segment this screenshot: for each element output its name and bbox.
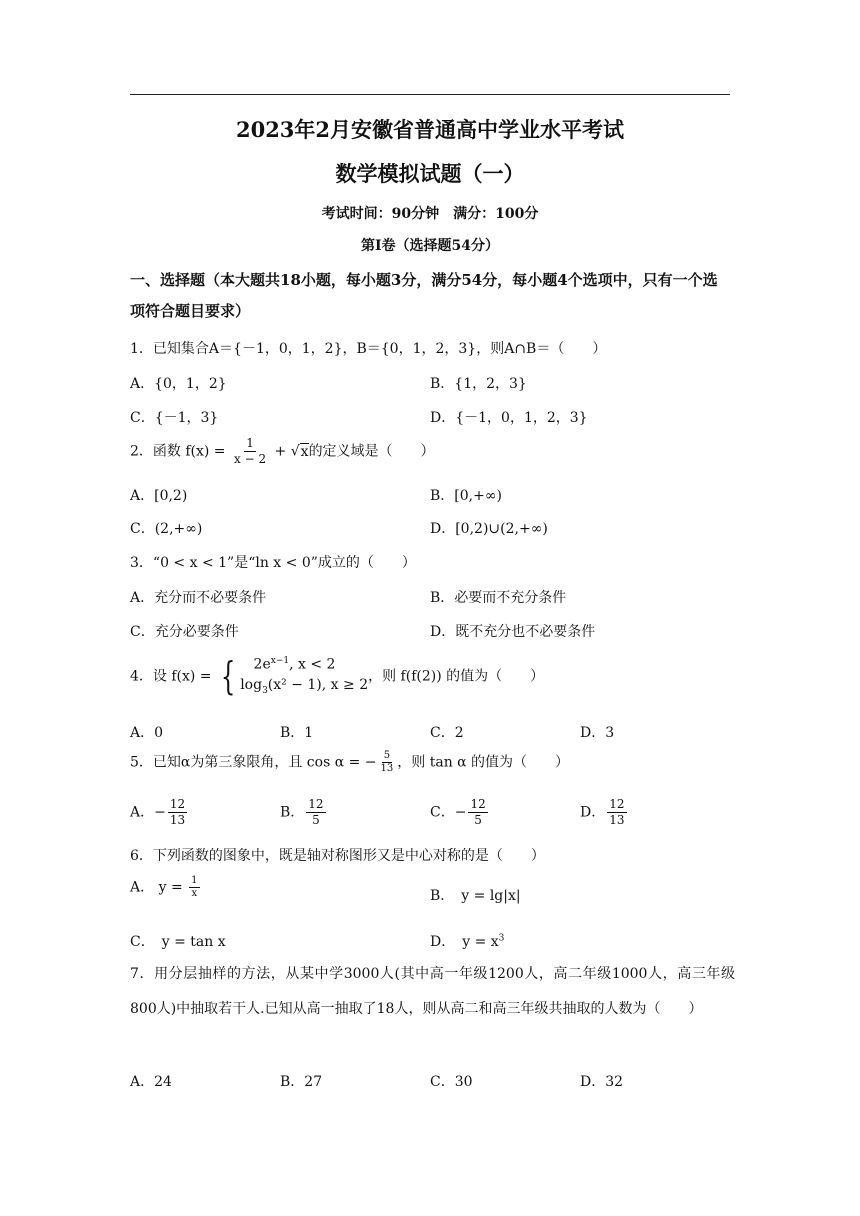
- q5-b-num: 12: [308, 797, 324, 811]
- q4-case2-base: 3: [262, 685, 268, 696]
- q5-c-den: 5: [474, 813, 482, 827]
- q2-frac-num: 1: [246, 436, 254, 450]
- q2-stem: 2．函数 f(x) =: [130, 443, 230, 460]
- q4-option-d: D．3: [580, 725, 615, 741]
- q4-option-c: C．2: [430, 725, 464, 741]
- q6-a-fraction: [189, 875, 199, 900]
- q2-option-d: D．[0,2)∪(2,+∞): [430, 521, 548, 537]
- q3-option-c: C．充分必要条件: [130, 624, 239, 640]
- q4-cases: [240, 651, 368, 700]
- q5-d-num: 12: [609, 797, 625, 811]
- q7-option-c: C．30: [430, 1074, 473, 1090]
- q3-option-d: D．既不充分也不必要条件: [430, 624, 596, 640]
- q5-option-d: [580, 797, 629, 828]
- q6-a-num: 1: [191, 875, 198, 886]
- q2-frac-den: x − 2: [234, 452, 267, 466]
- q5-a-num: 12: [169, 797, 186, 811]
- q6-a-label: A．: [130, 879, 155, 896]
- q2-option-b: B．[0,+∞): [430, 488, 502, 504]
- q3-option-a: A．充分而不必要条件: [130, 590, 267, 606]
- q7-option-b: B．27: [280, 1074, 323, 1090]
- q2-plus: +: [270, 443, 291, 460]
- q2-sqrt-arg: x: [300, 443, 309, 460]
- q4-stem: 4．设 f(x) =: [130, 668, 216, 685]
- q1-ask: 则A∩B＝（ ）: [490, 341, 607, 357]
- q1-option-b: B．{1，2，3}: [430, 376, 527, 392]
- q5-c-sign: −: [454, 804, 467, 821]
- q3-option-b: B．必要而不充分条件: [430, 590, 567, 606]
- q5-frac-num: 5: [383, 750, 391, 761]
- q1-option-a: A．{0，1，2}: [130, 376, 227, 392]
- q5-fraction: [379, 750, 396, 775]
- q1-option-d: D．{－1，0，1，2，3}: [430, 410, 588, 426]
- question-3: 3．“0 < x < 1”是“ln x < 0”成立的（ ）: [130, 555, 416, 571]
- q5-d-label: D．: [580, 804, 606, 821]
- part-heading: 第Ⅰ卷（选择题54分）: [360, 238, 500, 254]
- q6-option-a: [130, 875, 202, 900]
- q5-a-fraction: [168, 797, 187, 828]
- q5-a-label: A．: [130, 804, 155, 821]
- q1-set-a: A＝{－1，0，1，2}，: [208, 341, 357, 357]
- top-rule: [130, 94, 730, 95]
- q5-a-sign: −: [154, 804, 166, 821]
- q5-a-den: 13: [169, 813, 186, 827]
- q5-frac-den: 13: [380, 763, 394, 774]
- q6-a-expr: y =: [158, 879, 188, 896]
- q6-option-b: B． y = lg|x|: [430, 888, 521, 904]
- question-4: [130, 651, 544, 700]
- q6-d-expr: D． y = x: [430, 934, 499, 950]
- q4-case-2: [240, 675, 368, 701]
- question-6: 6．下列函数的图象中，既是轴对称图形又是中心对称的是（ ）: [130, 848, 545, 864]
- q5-c-label: C．: [430, 804, 455, 821]
- section-heading: 一、选择题（本大题共18小题，每小题3分，满分54分，每小题4个选项中，只有一个选项符合题目要求）: [130, 271, 718, 320]
- exam-title: 2023年2月安徽省普通高中学业水平考试: [235, 117, 625, 142]
- exam-info: 考试时间：90分钟 满分：100分: [321, 206, 539, 222]
- q6-a-den: x: [191, 888, 198, 899]
- q6-option-c: C． y = tan x: [130, 934, 226, 950]
- q5-b-label: B．: [280, 804, 305, 821]
- q2-option-a: A．[0,2): [130, 488, 188, 504]
- q5-stem: 5．已知α为第三象限角，且 cos α = −: [130, 754, 377, 771]
- q4-case2-arg: (x² − 1), x ≥ 2: [267, 676, 369, 693]
- q1-set-b: B＝{0，1，2，3}，: [356, 341, 491, 357]
- q4-case1-exp: x−1: [270, 656, 290, 666]
- q5-b-fraction: [306, 797, 325, 828]
- question-5: [130, 750, 569, 775]
- q1-stem: 1．已知集合: [130, 341, 209, 357]
- q4-case2-log: log: [240, 676, 263, 693]
- q4-piecewise: [216, 651, 368, 700]
- q5-option-b: [280, 797, 328, 828]
- q6-d-exp: 3: [498, 933, 505, 944]
- q4-option-a: A．0: [130, 725, 164, 741]
- q5-c-num: 12: [470, 797, 486, 811]
- q1-option-c: C．{－1，3}: [130, 410, 219, 426]
- q4-ask: ，则 f(f(2)) 的值为（ ）: [368, 668, 545, 685]
- q7-option-d: D．32: [580, 1074, 624, 1090]
- q5-option-c: [430, 797, 490, 828]
- question-2: [130, 436, 435, 467]
- q5-c-fraction: [468, 797, 487, 828]
- q2-sqrt-symbol: √: [290, 443, 300, 460]
- question-1: [130, 338, 606, 358]
- question-7: 7．用分层抽样的方法，从某中学3000人(其中高一年级1200人，高二年级1000人，高三年级800人)中抽取若干人.已知从高一抽取了18人，则从高二和高三年级共抽取的人数为（ ）: [130, 966, 735, 1017]
- q7-option-a: A．24: [130, 1074, 172, 1090]
- q2-fraction: [232, 436, 268, 467]
- q2-option-c: C．(2,+∞): [130, 521, 203, 537]
- exam-subtitle: 数学模拟试题（一）: [335, 161, 525, 186]
- q5-option-a: [130, 797, 189, 828]
- q6-option-d: [430, 931, 504, 951]
- q5-ask: ，则 tan α 的值为（ ）: [397, 754, 570, 771]
- q2-ask: 的定义域是（ ）: [308, 443, 435, 460]
- q5-d-den: 13: [609, 813, 625, 827]
- q4-brace: {: [220, 653, 236, 698]
- q4-case-1: [240, 651, 368, 675]
- q4-case1-expr: 2e: [253, 656, 271, 673]
- q5-d-fraction: [607, 797, 626, 828]
- q4-option-b: B．1: [280, 725, 314, 741]
- q4-case1-cond: , x < 2: [289, 656, 336, 673]
- q5-b-den: 5: [312, 813, 320, 827]
